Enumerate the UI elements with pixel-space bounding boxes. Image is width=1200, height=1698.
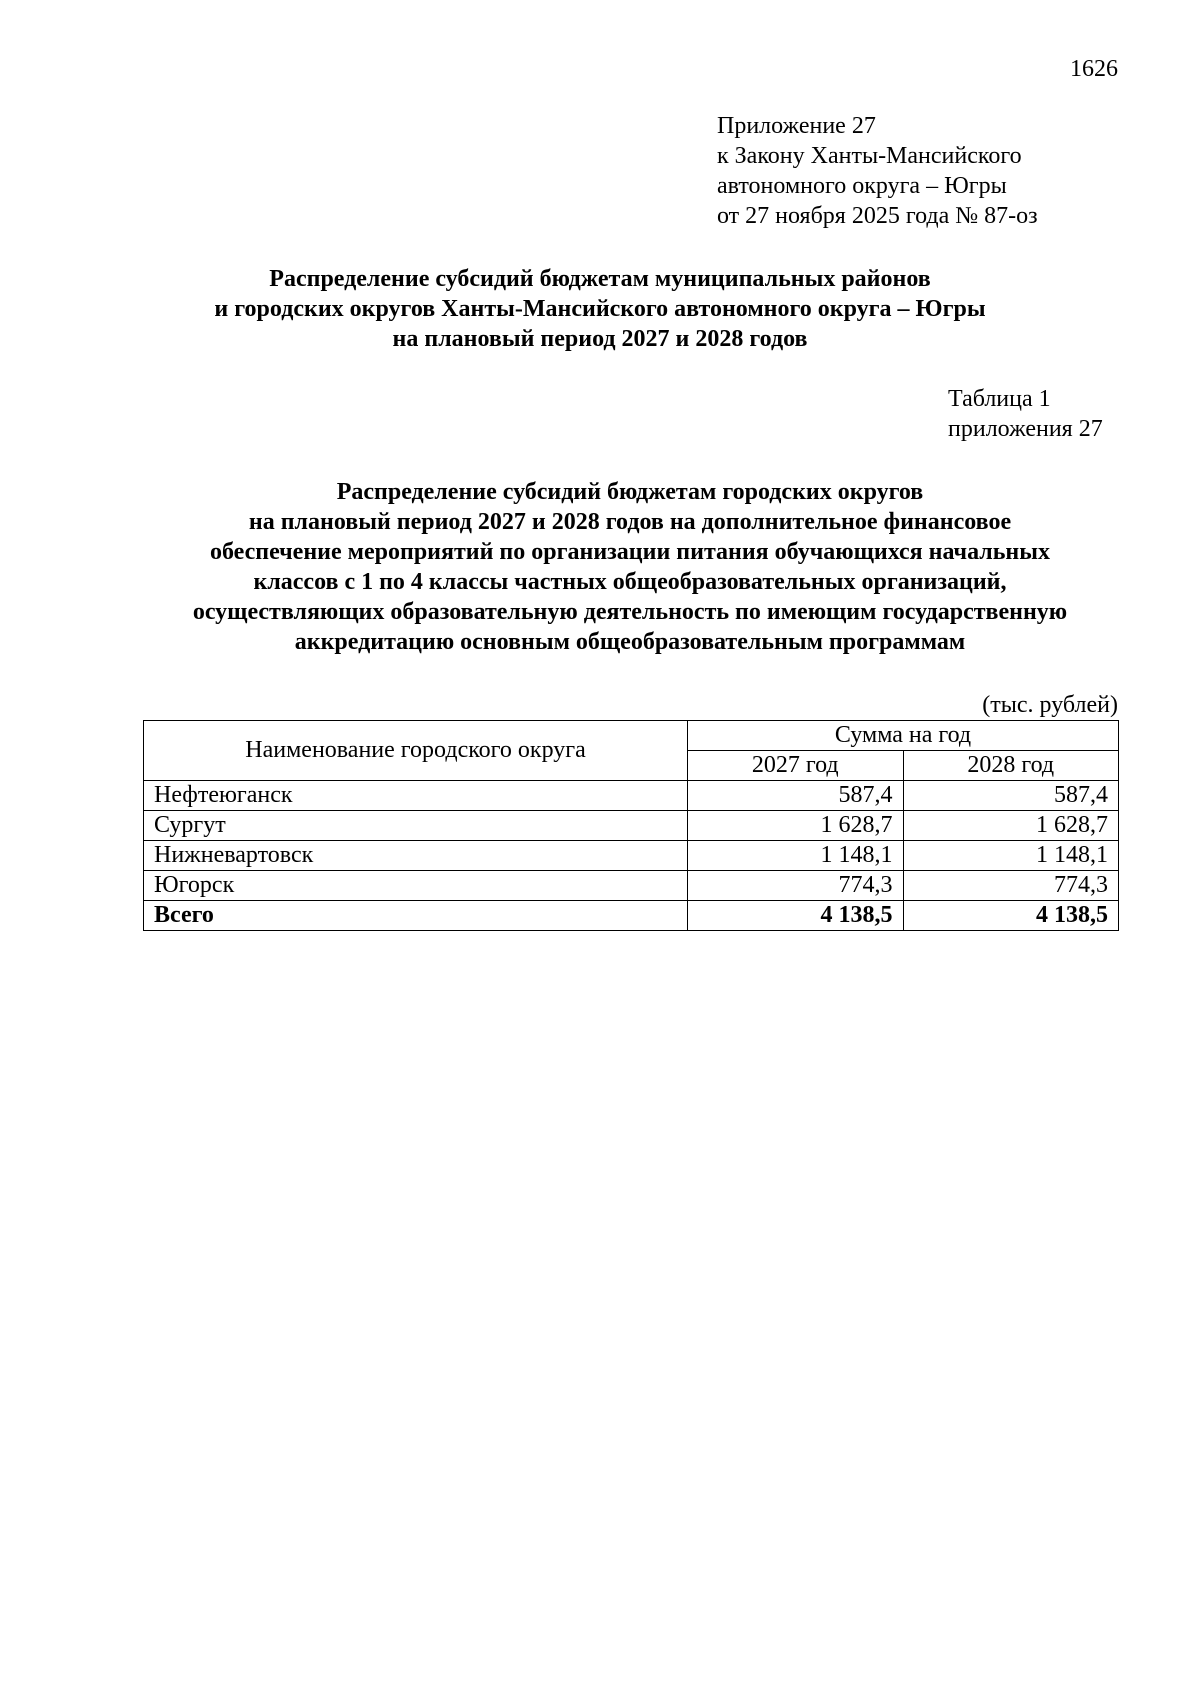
amount-2028: 1 628,7 (903, 811, 1119, 841)
header-annual-sum: Сумма на год (688, 721, 1119, 751)
table-title (0, 477, 1200, 657)
table-title-line: на плановый период 2027 и 2028 годов на дополнительное финансовое (248, 509, 1012, 535)
table-ref-line: Таблица 1 (948, 386, 1051, 412)
amount-2027: 587,4 (688, 781, 903, 811)
header-year-2027: 2027 год (688, 751, 903, 781)
amount-2027: 774,3 (688, 871, 903, 901)
table-reference (948, 384, 1103, 444)
amount-2028: 587,4 (903, 781, 1119, 811)
district-name: Югорск (144, 871, 688, 901)
district-name: Сургут (144, 811, 688, 841)
table-total-row (144, 901, 1119, 931)
table-header-row (144, 721, 1119, 751)
main-title-line: и городских округов Ханты-Мансийского автономного округа – Югры (214, 296, 986, 322)
amount-2028: 774,3 (903, 871, 1119, 901)
appendix-ref-line: от 27 ноября 2025 года № 87-оз (717, 203, 1038, 229)
table-row (144, 811, 1119, 841)
district-name: Нижневартовск (144, 841, 688, 871)
table-row (144, 871, 1119, 901)
main-title-line: Распределение субсидий бюджетам муниципальных районов (269, 266, 931, 292)
table-ref-line: приложения 27 (948, 416, 1103, 442)
table-title-line: Распределение субсидий бюджетам городских округов (336, 479, 924, 505)
appendix-ref-line: к Закону Ханты-Мансийского (717, 143, 1022, 169)
appendix-ref-line: Приложение 27 (717, 113, 876, 139)
header-year-2028: 2028 год (903, 751, 1119, 781)
total-2027: 4 138,5 (688, 901, 903, 931)
table-title-line: классов с 1 по 4 классы частных общеобразовательных организаций, (253, 569, 1007, 595)
appendix-ref-line: автономного округа – Югры (717, 173, 1007, 199)
table-title-line: осуществляющих образовательную деятельность по имеющим государственную (192, 599, 1068, 625)
table-title-line: аккредитацию основным общеобразовательным программам (294, 629, 966, 655)
table-row (144, 781, 1119, 811)
main-title-line: на плановый период 2027 и 2028 годов (392, 326, 808, 352)
table-row (144, 841, 1119, 871)
amount-2027: 1 148,1 (688, 841, 903, 871)
header-district-name: Наименование городского округа (144, 721, 688, 781)
units-label: (тыс. рублей) (982, 692, 1118, 718)
amount-2027: 1 628,7 (688, 811, 903, 841)
appendix-reference (717, 111, 1038, 231)
total-2028: 4 138,5 (903, 901, 1119, 931)
page-number: 1626 (1070, 56, 1118, 82)
subsidy-table (143, 720, 1119, 931)
main-title (0, 264, 1200, 354)
total-label: Всего (144, 901, 688, 931)
district-name: Нефтеюганск (144, 781, 688, 811)
amount-2028: 1 148,1 (903, 841, 1119, 871)
table-title-line: обеспечение мероприятий по организации питания обучающихся начальных (209, 539, 1050, 565)
